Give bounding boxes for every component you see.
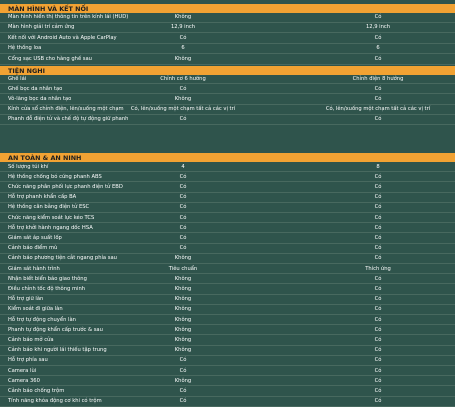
spec-row xyxy=(0,284,455,294)
spec-label: Số lượng túi khí xyxy=(8,163,49,170)
spec-value-variant-1: Không xyxy=(174,296,192,303)
spec-row xyxy=(0,397,455,407)
spec-value-variant-1: Không xyxy=(174,55,192,62)
spec-value-variant-2: Có xyxy=(374,34,382,41)
spec-label: Ghế lái xyxy=(8,75,27,82)
spec-value-variant-1: Có xyxy=(179,214,187,221)
spec-row xyxy=(0,305,455,315)
spec-value-variant-2: Có xyxy=(374,336,382,343)
spec-row xyxy=(0,12,455,23)
spec-value-variant-2: Thích ứng xyxy=(365,265,391,272)
spec-row xyxy=(0,115,455,125)
spec-row xyxy=(0,264,455,274)
spec-value-variant-2: Có xyxy=(374,326,382,333)
spec-value-variant-1: Có xyxy=(179,367,187,374)
spec-value-variant-2: Có xyxy=(374,296,382,303)
spec-value-variant-2: Có xyxy=(374,55,382,62)
spec-value-variant-1: Có xyxy=(179,357,187,364)
spec-value-variant-2: Có, lên/xuống một chạm tất cả các vị trí xyxy=(325,106,431,113)
spec-label: Hỗ trợ giữ làn xyxy=(8,296,44,303)
spec-row xyxy=(0,193,455,203)
spec-value-variant-1: Không xyxy=(174,306,192,313)
spec-value-variant-1: 12,9 inch xyxy=(170,24,196,31)
spec-label: Cảnh báo điểm mù xyxy=(8,245,58,252)
spec-value-variant-2: Chỉnh điện 8 hướng xyxy=(352,75,404,82)
spec-label: Cảnh báo chống trộm xyxy=(8,387,65,394)
spec-label: Cảnh báo mở cửa xyxy=(8,336,54,343)
spec-row xyxy=(0,84,455,94)
spec-value-variant-2: Có xyxy=(374,13,382,20)
spec-value-variant-2: 6 xyxy=(376,45,380,52)
spec-row xyxy=(0,325,455,335)
spec-label: Hỗ trợ phía sau xyxy=(8,357,48,364)
spec-label: Kiểm soát đi giữa làn xyxy=(8,306,63,313)
spec-value-variant-2: Có xyxy=(374,85,382,92)
spec-label: Hỗ trợ tự động chuyển làn xyxy=(8,316,76,323)
spec-value-variant-2: Có xyxy=(374,173,382,180)
spec-row xyxy=(0,386,455,396)
spec-label: Cổng sạc USB cho hàng ghế sau xyxy=(8,55,92,62)
spec-value-variant-1: 4 xyxy=(181,163,185,170)
spec-label: Hỗ trợ khởi hành ngang dốc HSA xyxy=(8,224,93,231)
spec-value-variant-1: Có xyxy=(179,85,187,92)
spec-label: Màn hình hiển thị thông tin trên kính lái (HUD) xyxy=(8,13,129,20)
spec-value-variant-2: 12,9 inch xyxy=(365,24,391,31)
spec-label: Hệ thống chống bó cứng phanh ABS xyxy=(8,173,102,180)
spec-value-variant-1: Có xyxy=(179,194,187,201)
spec-value-variant-2: Có xyxy=(374,306,382,313)
spec-value-variant-1: Có, lên/xuống một chạm tất cả các vị trí xyxy=(130,106,236,113)
spec-row xyxy=(0,182,455,192)
spec-value-variant-1: Không xyxy=(174,13,192,20)
spec-row xyxy=(0,254,455,264)
spec-value-variant-1: Có xyxy=(179,387,187,394)
section-header: AN TOÀN & AN NINH xyxy=(0,153,455,162)
spec-row xyxy=(0,244,455,254)
spec-row xyxy=(0,223,455,233)
spec-value-variant-1: Có xyxy=(179,34,187,41)
spec-value-variant-1: Tiêu chuẩn xyxy=(168,265,198,272)
spec-value-variant-2: Có xyxy=(374,367,382,374)
spec-row xyxy=(0,33,455,44)
section-header: MÀN HÌNH VÀ KẾT NỐI xyxy=(0,4,455,13)
spec-value-variant-1: Không xyxy=(174,326,192,333)
spec-label: Hỗ trợ phanh khẩn cấp BA xyxy=(8,194,77,201)
spec-value-variant-2: Có xyxy=(374,116,382,123)
spec-row xyxy=(0,356,455,366)
spec-label: Kính cửa sổ chỉnh điện, lên/xuống một chạm xyxy=(8,106,124,113)
spec-value-variant-1: Có xyxy=(179,234,187,241)
spec-row xyxy=(0,23,455,34)
spec-value-variant-2: Có xyxy=(374,245,382,252)
spec-row xyxy=(0,44,455,55)
spec-value-variant-1: Có xyxy=(179,173,187,180)
spec-label: Giám sát hành trình xyxy=(8,265,60,272)
spec-label: Cảnh báo khi người lái thiếu tập trung xyxy=(8,347,107,354)
spec-value-variant-2: Có xyxy=(374,224,382,231)
spec-value-variant-2: Có xyxy=(374,183,382,190)
spec-row xyxy=(0,376,455,386)
spec-value-variant-1: Có xyxy=(179,224,187,231)
spec-row xyxy=(0,274,455,284)
spec-value-variant-1: Không xyxy=(174,377,192,384)
spec-value-variant-2: Có xyxy=(374,377,382,384)
spec-row xyxy=(0,315,455,325)
spec-value-variant-1: Chỉnh cơ 6 hướng xyxy=(160,75,206,82)
spec-label: Camera lùi xyxy=(8,367,37,374)
spec-label: Hệ thống loa xyxy=(8,45,42,52)
spec-value-variant-1: Không xyxy=(174,255,192,262)
spec-label: Hệ thống cân bằng điện tử ESC xyxy=(8,204,90,211)
spec-value-variant-1: Không xyxy=(174,316,192,323)
spec-label: Tính năng khóa động cơ khi có trộm xyxy=(8,398,102,405)
spec-label: Kết nối với Android Auto và Apple CarPlay xyxy=(8,34,117,41)
spec-value-variant-2: Có xyxy=(374,275,382,282)
spec-value-variant-1: Không xyxy=(174,95,192,102)
spec-label: Điều chỉnh tốc độ thông minh xyxy=(8,285,86,292)
spec-label: Ghế bọc da nhân tạo xyxy=(8,85,63,92)
spec-label: Cảnh báo phương tiện cắt ngang phía sau xyxy=(8,255,117,262)
spec-row xyxy=(0,172,455,182)
spec-row xyxy=(0,105,455,115)
spec-row xyxy=(0,203,455,213)
spec-value-variant-1: Có xyxy=(179,183,187,190)
spec-value-variant-2: Có xyxy=(374,214,382,221)
spec-value-variant-2: Có xyxy=(374,398,382,405)
spec-value-variant-2: Có xyxy=(374,194,382,201)
spec-row xyxy=(0,295,455,305)
spec-value-variant-2: Có xyxy=(374,204,382,211)
section-header: TIỆN NGHI xyxy=(0,66,455,75)
spec-value-variant-1: Không xyxy=(174,336,192,343)
spec-row xyxy=(0,213,455,223)
spec-value-variant-2: Có xyxy=(374,255,382,262)
spec-row xyxy=(0,346,455,356)
spec-label: Chức năng kiểm soát lực kéo TCS xyxy=(8,214,95,221)
spec-label: Màn hình giải trí cảm ứng xyxy=(8,24,75,31)
spec-value-variant-2: Có xyxy=(374,347,382,354)
spec-label: Camera 360 xyxy=(8,377,40,384)
spec-value-variant-1: Có xyxy=(179,204,187,211)
spec-label: Nhận biết biển báo giao thông xyxy=(8,275,87,282)
spec-row xyxy=(0,366,455,376)
spec-row xyxy=(0,74,455,84)
spec-label: Vô-lăng bọc da nhân tạo xyxy=(8,95,72,102)
spec-label: Phanh đỗ điện tử và chế độ tự động giữ phanh xyxy=(8,116,129,123)
spec-value-variant-1: Không xyxy=(174,285,192,292)
spec-value-variant-1: Không xyxy=(174,347,192,354)
spec-value-variant-2: Có xyxy=(374,95,382,102)
spec-value-variant-1: Có xyxy=(179,245,187,252)
spec-label: Chức năng phân phối lực phanh điện tử EBD xyxy=(8,183,123,190)
spec-value-variant-2: Có xyxy=(374,316,382,323)
spec-value-variant-1: Không xyxy=(174,275,192,282)
spec-label: Giám sát áp suất lốp xyxy=(8,234,62,241)
spec-row xyxy=(0,54,455,65)
spec-label: Phanh tự động khẩn cấp trước & sau xyxy=(8,326,103,333)
spec-row xyxy=(0,335,455,345)
spec-value-variant-2: Có xyxy=(374,387,382,394)
spec-value-variant-2: 8 xyxy=(376,163,380,170)
spec-value-variant-2: Có xyxy=(374,234,382,241)
spec-row xyxy=(0,162,455,172)
spec-row xyxy=(0,94,455,104)
spec-row xyxy=(0,233,455,243)
spec-value-variant-1: Có xyxy=(179,398,187,405)
spec-value-variant-1: 6 xyxy=(181,45,185,52)
spec-value-variant-2: Có xyxy=(374,357,382,364)
spec-value-variant-1: Có xyxy=(179,116,187,123)
spec-value-variant-2: Có xyxy=(374,285,382,292)
